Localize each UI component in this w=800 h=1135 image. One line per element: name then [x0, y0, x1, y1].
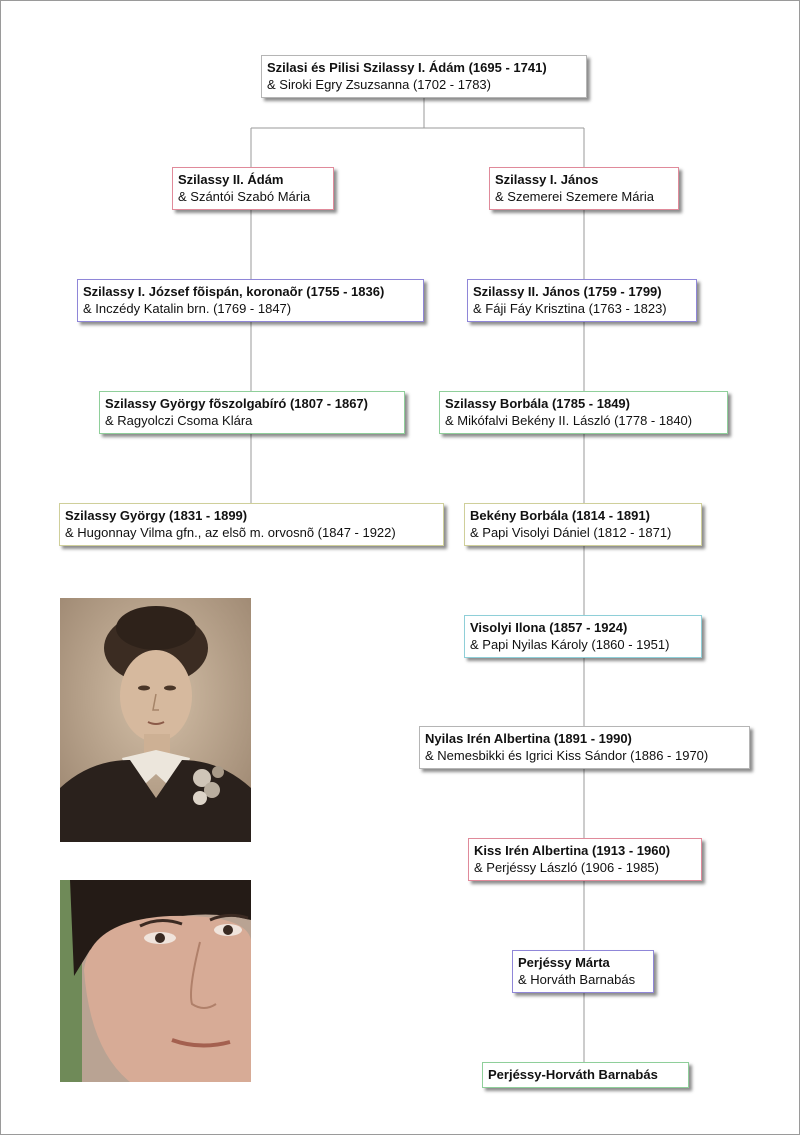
historical-woman-portrait: [60, 598, 251, 842]
person-box-left-4: [59, 503, 444, 546]
person-box-right-8: [512, 950, 654, 993]
person-name: Szilassy II. Ádám: [178, 172, 284, 187]
person-box-right-3: [439, 391, 728, 434]
person-name: Szilassy György fõszolgabíró (1807 - 1867): [105, 396, 368, 411]
spouse-name: & Papi Visolyi Dániel (1812 - 1871): [470, 525, 672, 540]
person-box-right-7: [468, 838, 702, 881]
person-box-left-2: [77, 279, 424, 322]
person-box-right-9: [482, 1062, 689, 1088]
spouse-name: & Inczédy Katalin brn. (1769 - 1847): [83, 301, 292, 316]
person-name: Bekény Borbála (1814 - 1891): [470, 508, 650, 523]
spouse-name: & Nemesbikki és Igrici Kiss Sándor (1886 - 1970): [425, 748, 709, 763]
person-name: Perjéssy Márta: [518, 955, 610, 970]
person-box-left-1: [172, 167, 334, 210]
spouse-name: & Hugonnay Vilma gfn., az elsõ m. orvosnõ (1847 - 1922): [65, 525, 396, 540]
person-name: Perjéssy-Horváth Barnabás: [488, 1067, 658, 1082]
person-name: Szilassy Borbála (1785 - 1849): [445, 396, 630, 411]
person-name: Szilassy I. József fõispán, koronaõr (1755 - 1836): [83, 284, 385, 299]
spouse-name: & Papi Nyilas Károly (1860 - 1951): [470, 637, 670, 652]
person-box-left-3: [99, 391, 405, 434]
spouse-name: & Perjéssy László (1906 - 1985): [474, 860, 659, 875]
person-box-right-5: [464, 615, 702, 658]
person-box-right-2: [467, 279, 697, 322]
person-name: Szilassy György (1831 - 1899): [65, 508, 248, 523]
person-name: Kiss Irén Albertina (1913 - 1960): [474, 843, 671, 858]
spouse-name: & Szemerei Szemere Mária: [495, 189, 654, 204]
person-name: Visolyi Ilona (1857 - 1924): [470, 620, 628, 635]
person-box-right-1: [489, 167, 679, 210]
man-face-closeup: [60, 880, 251, 1082]
person-box-root: [261, 55, 587, 98]
person-box-right-6: [419, 726, 750, 769]
spouse-name: & Mikófalvi Bekény II. László (1778 - 1840): [445, 413, 693, 428]
person-box-right-4: [464, 503, 702, 546]
spouse-name: & Siroki Egry Zsuzsanna (1702 - 1783): [267, 77, 491, 92]
person-name: Szilassy I. János: [495, 172, 599, 187]
spouse-name: & Horváth Barnabás: [518, 972, 636, 987]
person-name: Szilasi és Pilisi Szilassy I. Ádám (1695 - 1741): [267, 60, 547, 75]
person-name: Szilassy II. János (1759 - 1799): [473, 284, 662, 299]
spouse-name: & Szántói Szabó Mária: [178, 189, 311, 204]
person-name: Nyilas Irén Albertina (1891 - 1990): [425, 731, 632, 746]
spouse-name: & Ragyolczi Csoma Klára: [105, 413, 253, 428]
spouse-name: & Fáji Fáy Krisztina (1763 - 1823): [473, 301, 667, 316]
